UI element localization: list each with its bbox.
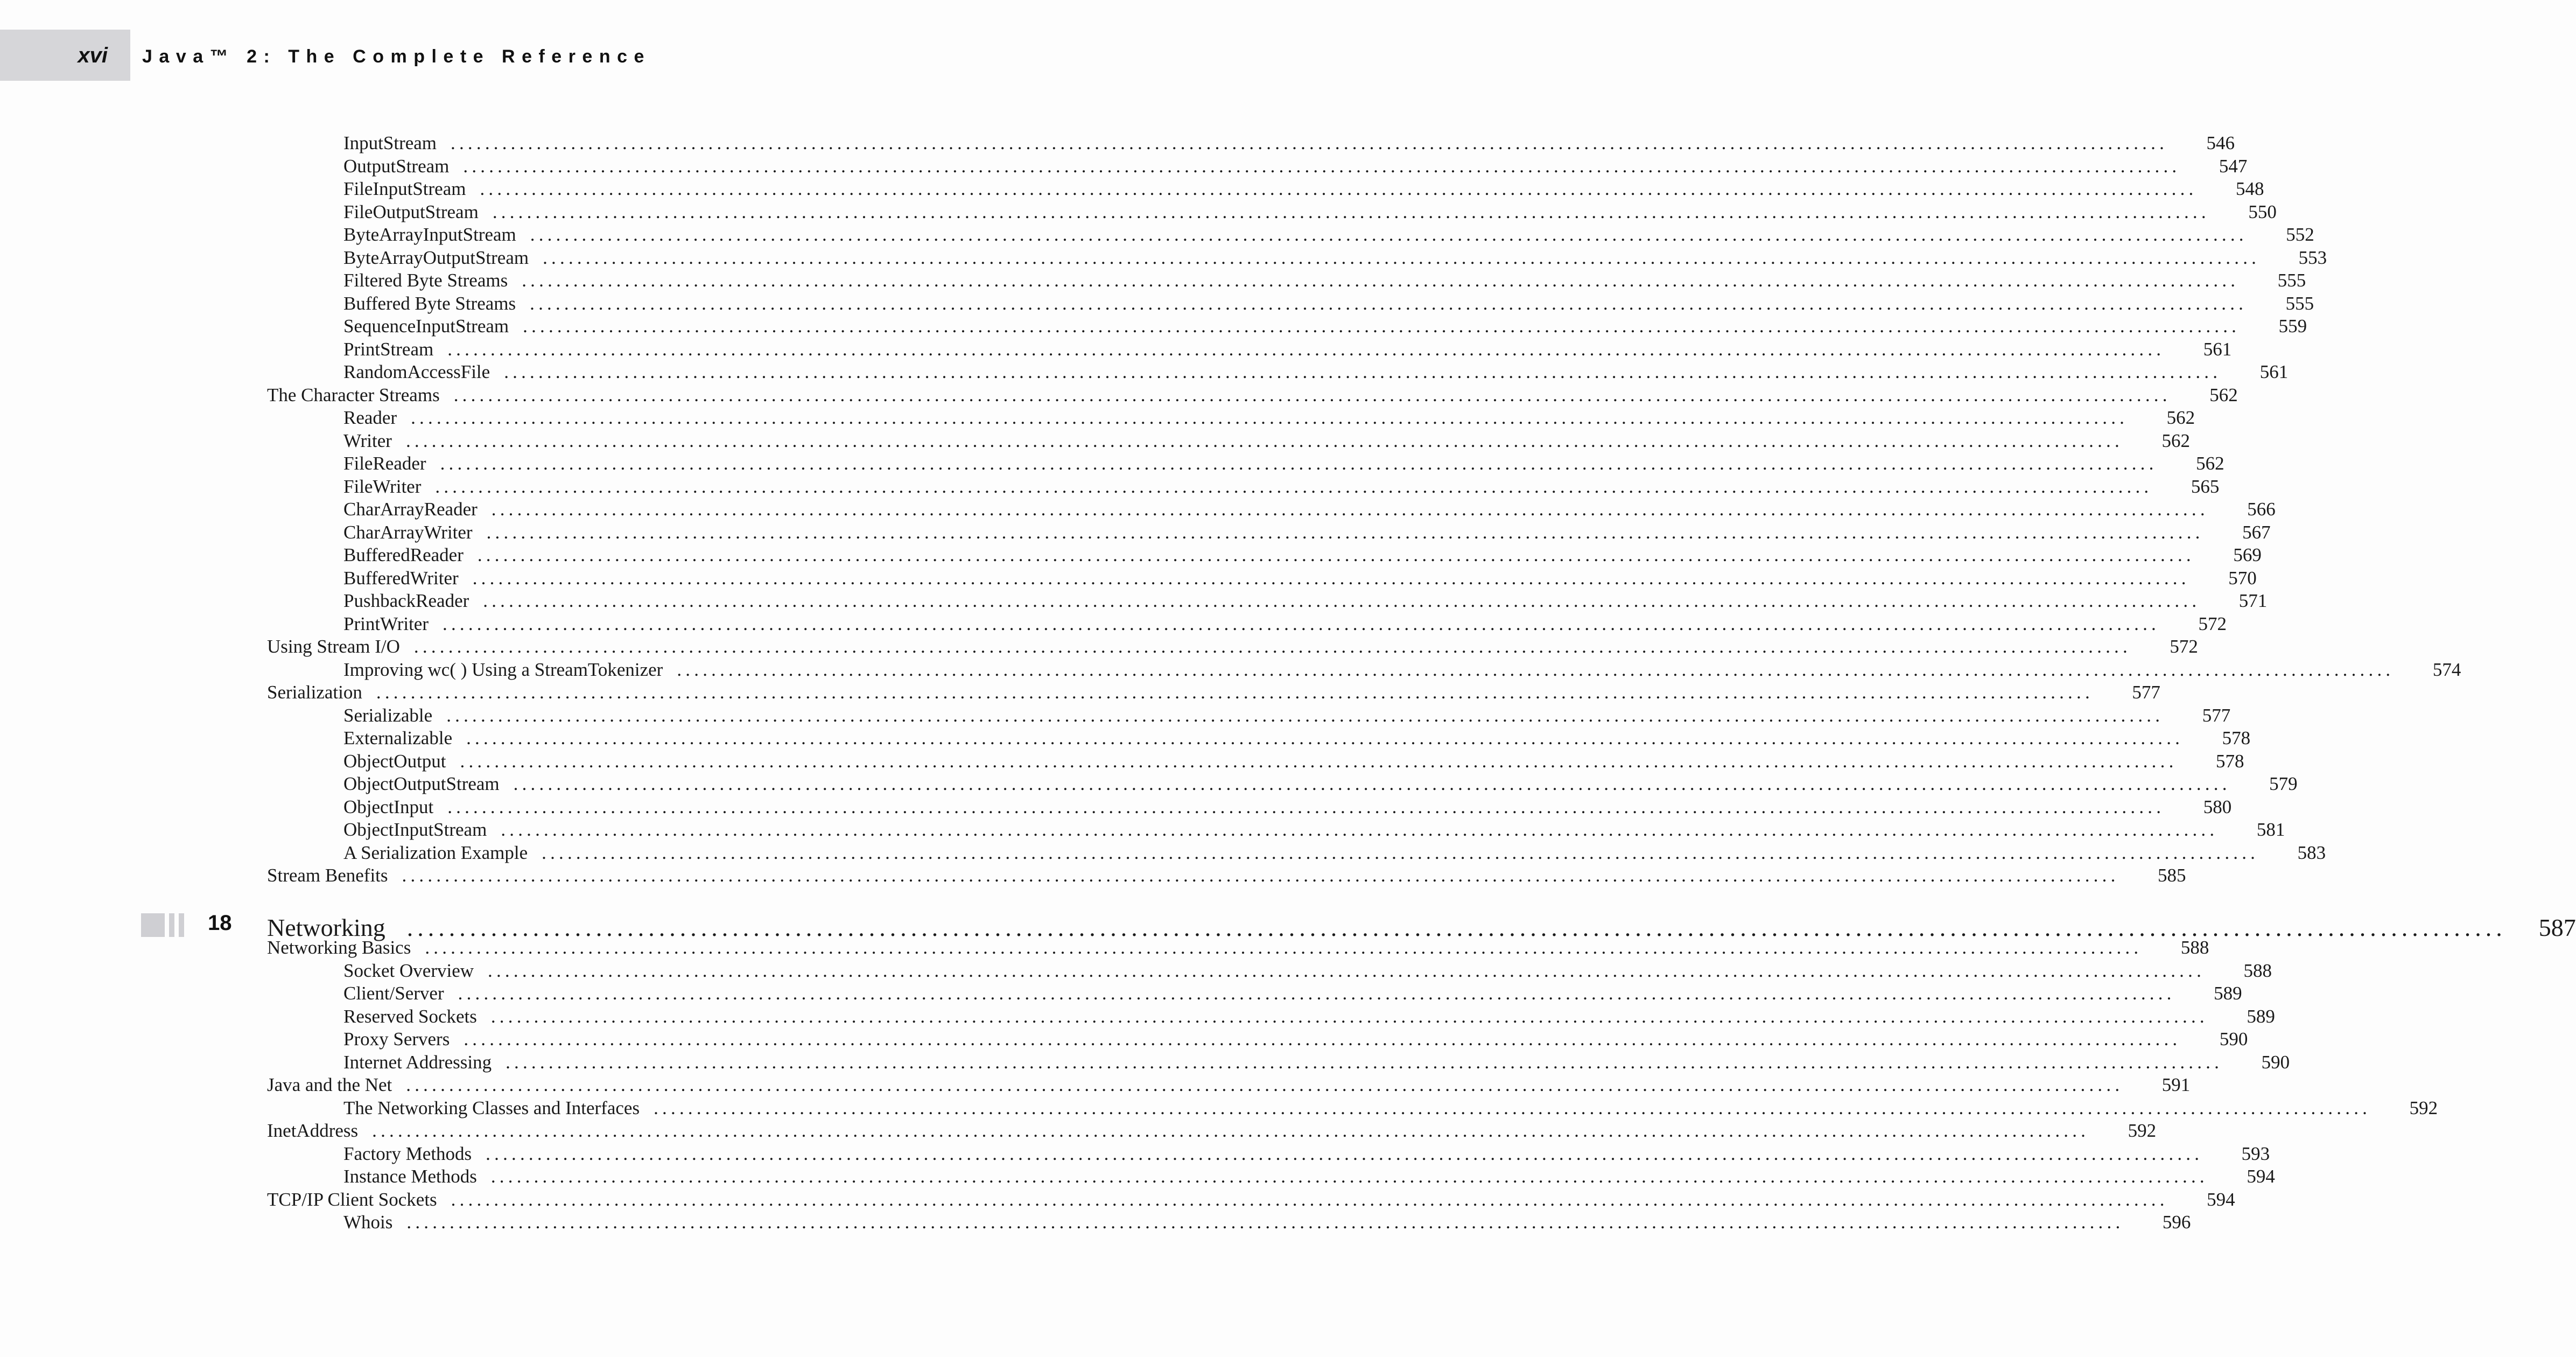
dot-leader: ........................................................................................................................................................................................................	[677, 659, 2395, 680]
toc-entry[interactable]	[343, 200, 2277, 223]
toc-entry-page: 562	[2209, 384, 2238, 405]
toc-entry-title: Externalizable	[343, 728, 453, 749]
dot-leader: ........................................................................................................................................................................................................	[460, 750, 2178, 772]
toc-entry[interactable]	[343, 155, 2248, 178]
dot-leader: ........................................................................................................................................................................................................	[451, 1188, 2168, 1210]
toc-entry[interactable]	[343, 177, 2264, 200]
toc-entry-title: ObjectOutputStream	[343, 773, 500, 794]
dot-leader: ........................................................................................................................................................................................................	[522, 270, 2240, 291]
toc-entry-title: FileOutputStream	[343, 201, 479, 222]
toc-entry-title: ObjectInput	[343, 796, 434, 817]
toc-entry[interactable]	[343, 589, 2268, 612]
chapter-entry[interactable]	[267, 913, 2576, 943]
dot-leader: ........................................................................................................................................................................................................	[504, 361, 2222, 382]
dot-leader: ........................................................................................................................................................................................................	[654, 1097, 2371, 1118]
toc-entry-title: ObjectInputStream	[343, 819, 487, 840]
folio-tab	[0, 30, 130, 81]
toc-entry-page: 572	[2170, 636, 2198, 657]
toc-entry-title: FileInputStream	[343, 178, 466, 199]
toc-entry-page: 577	[2202, 704, 2231, 726]
toc-entry-page: 594	[2247, 1166, 2275, 1187]
toc-entry[interactable]	[343, 1051, 2290, 1074]
toc-entry[interactable]	[343, 566, 2257, 590]
marker-block	[141, 913, 165, 937]
chapter-title: Networking	[267, 914, 385, 941]
dot-leader: ........................................................................................................................................................................................................	[542, 842, 2259, 863]
toc-entry[interactable]	[343, 475, 2220, 498]
toc-entry[interactable]	[343, 841, 2326, 864]
toc-entry[interactable]	[343, 131, 2235, 155]
toc-entry-title: Proxy Servers	[343, 1029, 450, 1050]
toc-entry-page: 548	[2235, 178, 2264, 199]
toc-entry-page: 590	[2261, 1051, 2290, 1073]
toc-entry-title: Reader	[343, 407, 397, 428]
toc-entry-page: 594	[2207, 1188, 2235, 1210]
toc-entry-page: 580	[2203, 796, 2232, 817]
toc-entry-title: FileWriter	[343, 475, 422, 497]
marker-bar	[169, 913, 174, 937]
dot-leader: ........................................................................................................................................................................................................	[406, 1212, 2124, 1233]
chapter-marker-icon	[141, 913, 187, 937]
dot-leader: ........................................................................................................................................................................................................	[543, 247, 2261, 268]
toc-entry-title: TCP/IP Client Sockets	[267, 1188, 437, 1210]
dot-leader: ........................................................................................................................................................................................................	[492, 201, 2210, 222]
toc-entry-page: 592	[2128, 1120, 2157, 1141]
toc-entry-title: BufferedReader	[343, 544, 464, 565]
toc-entry[interactable]	[343, 543, 2262, 566]
toc-entry[interactable]	[343, 498, 2276, 521]
toc-entry[interactable]	[267, 1188, 2235, 1211]
toc-entry[interactable]	[343, 338, 2232, 361]
toc-entry-title: RandomAccessFile	[343, 361, 490, 382]
toc-entry[interactable]	[343, 521, 2271, 544]
dot-leader: ........................................................................................................................................................................................................	[451, 132, 2168, 153]
dot-leader: ........................................................................................................................................................................................................	[406, 1074, 2124, 1095]
dot-leader: ........................................................................................................................................................................................................	[480, 178, 2198, 199]
toc-entry[interactable]	[343, 360, 2289, 383]
toc-entry-title: Filtered Byte Streams	[343, 270, 508, 291]
toc-entry[interactable]	[343, 612, 2227, 635]
dot-leader: ........................................................................................................................................................................................................	[435, 475, 2153, 497]
toc-entry[interactable]	[343, 223, 2314, 246]
toc-entry-page: 577	[2132, 682, 2160, 703]
toc-entry-page: 596	[2162, 1212, 2191, 1233]
toc-entry-title: Reserved Sockets	[343, 1005, 477, 1027]
toc-entry-page: 574	[2432, 659, 2461, 680]
toc-entry-title: OutputStream	[343, 155, 450, 177]
toc-entry-page: 588	[2243, 960, 2272, 981]
toc-entry-title: Networking Basics	[267, 937, 411, 958]
dot-leader: ........................................................................................................................................................................................................	[513, 773, 2231, 794]
toc-entry-page: 593	[2241, 1143, 2270, 1164]
dot-leader: ........................................................................................................................................................................................................	[405, 430, 2123, 451]
toc-entry[interactable]	[343, 1096, 2438, 1120]
toc-entry-page: 590	[2219, 1029, 2248, 1050]
dot-leader: ........................................................................................................................................................................................................	[501, 819, 2219, 840]
toc-entry[interactable]	[343, 750, 2244, 773]
toc-entry-page: 571	[2238, 590, 2268, 611]
toc-entry-title: Improving wc( ) Using a StreamTokenizer	[343, 659, 663, 680]
toc-entry[interactable]	[343, 292, 2314, 315]
running-head	[0, 0, 1103, 81]
toc-entry-page: 578	[2216, 750, 2244, 772]
toc-entry-page: 561	[2203, 338, 2232, 360]
toc-entry-title: The Character Streams	[267, 384, 440, 405]
toc-entry-page: 550	[2248, 201, 2277, 222]
toc-entry-title: Socket Overview	[343, 960, 474, 981]
toc-entry-page: 579	[2269, 773, 2298, 794]
dot-leader: ........................................................................................................................................................................................................	[372, 1120, 2090, 1141]
toc-entry-page: 555	[2277, 270, 2306, 291]
dot-leader: ........................................................................................................................................................................................................	[406, 914, 2507, 941]
toc-entry[interactable]	[343, 1142, 2270, 1165]
toc-entry[interactable]	[343, 429, 2190, 452]
toc-entry[interactable]	[267, 383, 2238, 407]
dot-leader: ........................................................................................................................................................................................................	[472, 567, 2190, 589]
chapter-page: 587	[2538, 914, 2576, 941]
dot-leader: ........................................................................................................................................................................................................	[486, 1143, 2203, 1164]
toc-entry[interactable]	[267, 1073, 2191, 1096]
toc-entry-page: 561	[2259, 361, 2289, 382]
toc-entry-title: Internet Addressing	[343, 1051, 492, 1073]
toc-entry-page: 572	[2198, 613, 2227, 634]
toc-entry[interactable]	[343, 452, 2224, 475]
toc-entry[interactable]	[343, 406, 2195, 429]
toc-entry-title: PushbackReader	[343, 590, 469, 611]
dot-leader: ........................................................................................................................................................................................................	[483, 590, 2201, 611]
toc-entry[interactable]	[343, 818, 2285, 841]
toc-entry-title: FileReader	[343, 453, 426, 474]
toc-entry-title: Instance Methods	[343, 1166, 477, 1187]
toc-entry-title: ByteArrayOutputStream	[343, 247, 529, 268]
dot-leader: ........................................................................................................................................................................................................	[443, 613, 2160, 634]
dot-leader: ........................................................................................................................................................................................................	[530, 292, 2248, 314]
toc-entry-title: ByteArrayInputStream	[343, 224, 516, 245]
toc-entry[interactable]	[343, 959, 2272, 982]
dot-leader: ........................................................................................................................................................................................................	[477, 544, 2195, 565]
toc-entry-page: 552	[2286, 224, 2314, 245]
dot-leader: ........................................................................................................................................................................................................	[464, 1029, 2181, 1050]
dot-leader: ........................................................................................................................................................................................................	[453, 384, 2171, 405]
toc-entry[interactable]	[343, 982, 2242, 1005]
toc-entry-page: 569	[2233, 544, 2262, 565]
toc-entry-title: The Networking Classes and Interfaces	[343, 1097, 640, 1118]
toc-entry-title: Stream Benefits	[267, 865, 388, 886]
toc-entry-title: Writer	[343, 430, 392, 451]
toc-entry-title: PrintWriter	[343, 613, 429, 634]
toc-entry-page: 589	[2247, 1005, 2275, 1027]
chapter-number: 18	[208, 911, 232, 935]
toc-entry-page: 562	[2196, 453, 2224, 474]
dot-leader: ........................................................................................................................................................................................................	[425, 937, 2143, 958]
toc-entry-page: 562	[2166, 407, 2195, 428]
toc-entry-title: InputStream	[343, 132, 437, 153]
dot-leader: ........................................................................................................................................................................................................	[440, 453, 2158, 474]
toc-entry[interactable]	[343, 1211, 2191, 1234]
toc-entry-page: 591	[2161, 1074, 2191, 1095]
toc-entry-page: 588	[2180, 937, 2209, 958]
dot-leader: ........................................................................................................................................................................................................	[447, 338, 2165, 360]
toc-entry[interactable]	[267, 681, 2160, 704]
toc-entry[interactable]	[267, 1119, 2157, 1142]
toc-entry-title: ObjectOutput	[343, 750, 446, 772]
marker-bar	[179, 913, 184, 937]
toc-entry-page: 583	[2297, 842, 2326, 863]
toc-entry[interactable]	[343, 704, 2231, 727]
dot-leader: ........................................................................................................................................................................................................	[458, 983, 2175, 1004]
toc-entry-title: BufferedWriter	[343, 567, 459, 589]
toc-entry-page: 567	[2242, 521, 2271, 543]
toc-entry-page: 585	[2158, 865, 2186, 886]
book-title: Java™ 2: The Complete Reference	[142, 46, 651, 67]
toc-entry-page: 555	[2285, 292, 2314, 314]
dot-leader: ........................................................................................................................................................................................................	[491, 499, 2209, 520]
dot-leader: ........................................................................................................................................................................................................	[490, 1166, 2208, 1187]
toc-entry-title: InetAddress	[267, 1120, 359, 1141]
toc-entry-page: 570	[2228, 567, 2257, 589]
dot-leader: ........................................................................................................................................................................................................	[488, 960, 2206, 981]
toc-entry-title: Java and the Net	[267, 1074, 392, 1095]
toc-entry[interactable]	[343, 772, 2298, 795]
dot-leader: ........................................................................................................................................................................................................	[413, 636, 2131, 657]
toc-entry-page: 581	[2256, 819, 2285, 840]
toc-entry[interactable]	[343, 246, 2327, 269]
dot-leader: ........................................................................................................................................................................................................	[447, 796, 2165, 817]
dot-leader: ........................................................................................................................................................................................................	[523, 316, 2241, 337]
dot-leader: ........................................................................................................................................................................................................	[446, 704, 2164, 726]
toc-entry[interactable]	[343, 795, 2232, 819]
toc-entry-title: SequenceInputStream	[343, 316, 509, 337]
toc-entry-page: 592	[2409, 1097, 2438, 1118]
dot-leader: ........................................................................................................................................................................................................	[463, 155, 2181, 177]
dot-leader: ........................................................................................................................................................................................................	[486, 521, 2204, 543]
toc-entry[interactable]	[343, 314, 2307, 338]
page-number: xvi	[78, 44, 108, 67]
toc-entry-page: 566	[2247, 499, 2276, 520]
toc-entry[interactable]	[267, 864, 2186, 887]
toc-entry[interactable]	[343, 726, 2251, 750]
dot-leader: ........................................................................................................................................................................................................	[376, 682, 2094, 703]
toc-entry-title: Whois	[343, 1212, 393, 1233]
toc-entry-page: 559	[2278, 316, 2307, 337]
toc-entry-title: Factory Methods	[343, 1143, 472, 1164]
toc-entry[interactable]	[267, 635, 2198, 658]
toc-entry-title: Serializable	[343, 704, 433, 726]
dot-leader: ........................................................................................................................................................................................................	[490, 1005, 2208, 1027]
toc-entry[interactable]	[343, 269, 2306, 292]
dot-leader: ........................................................................................................................................................................................................	[411, 407, 2129, 428]
toc-entry-title: PrintStream	[343, 338, 434, 360]
dot-leader: ........................................................................................................................................................................................................	[506, 1051, 2223, 1073]
toc-entry-page: 546	[2206, 132, 2235, 153]
toc-entry-page: 565	[2191, 475, 2220, 497]
toc-entry[interactable]	[343, 1165, 2275, 1188]
toc-entry-title: Client/Server	[343, 983, 444, 1004]
toc-entry-title: A Serialization Example	[343, 842, 528, 863]
toc-entry-title: CharArrayReader	[343, 499, 478, 520]
toc-entry[interactable]	[343, 658, 2461, 681]
toc-entry-page: 589	[2214, 983, 2242, 1004]
toc-entry-title: Buffered Byte Streams	[343, 292, 516, 314]
toc-entry-page: 578	[2222, 728, 2251, 749]
toc-entry-title: Serialization	[267, 682, 362, 703]
dot-leader: ........................................................................................................................................................................................................	[530, 224, 2248, 245]
toc-entry-page: 547	[2219, 155, 2248, 177]
dot-leader: ........................................................................................................................................................................................................	[466, 728, 2184, 749]
dot-leader: ........................................................................................................................................................................................................	[402, 865, 2119, 886]
toc-entry-title: CharArrayWriter	[343, 521, 473, 543]
toc-entry-title: Using Stream I/O	[267, 636, 400, 657]
toc-entry-page: 553	[2298, 247, 2327, 268]
toc-entry[interactable]	[343, 1027, 2248, 1051]
toc-entry-page: 562	[2161, 430, 2190, 451]
toc-entry[interactable]	[343, 1005, 2275, 1028]
